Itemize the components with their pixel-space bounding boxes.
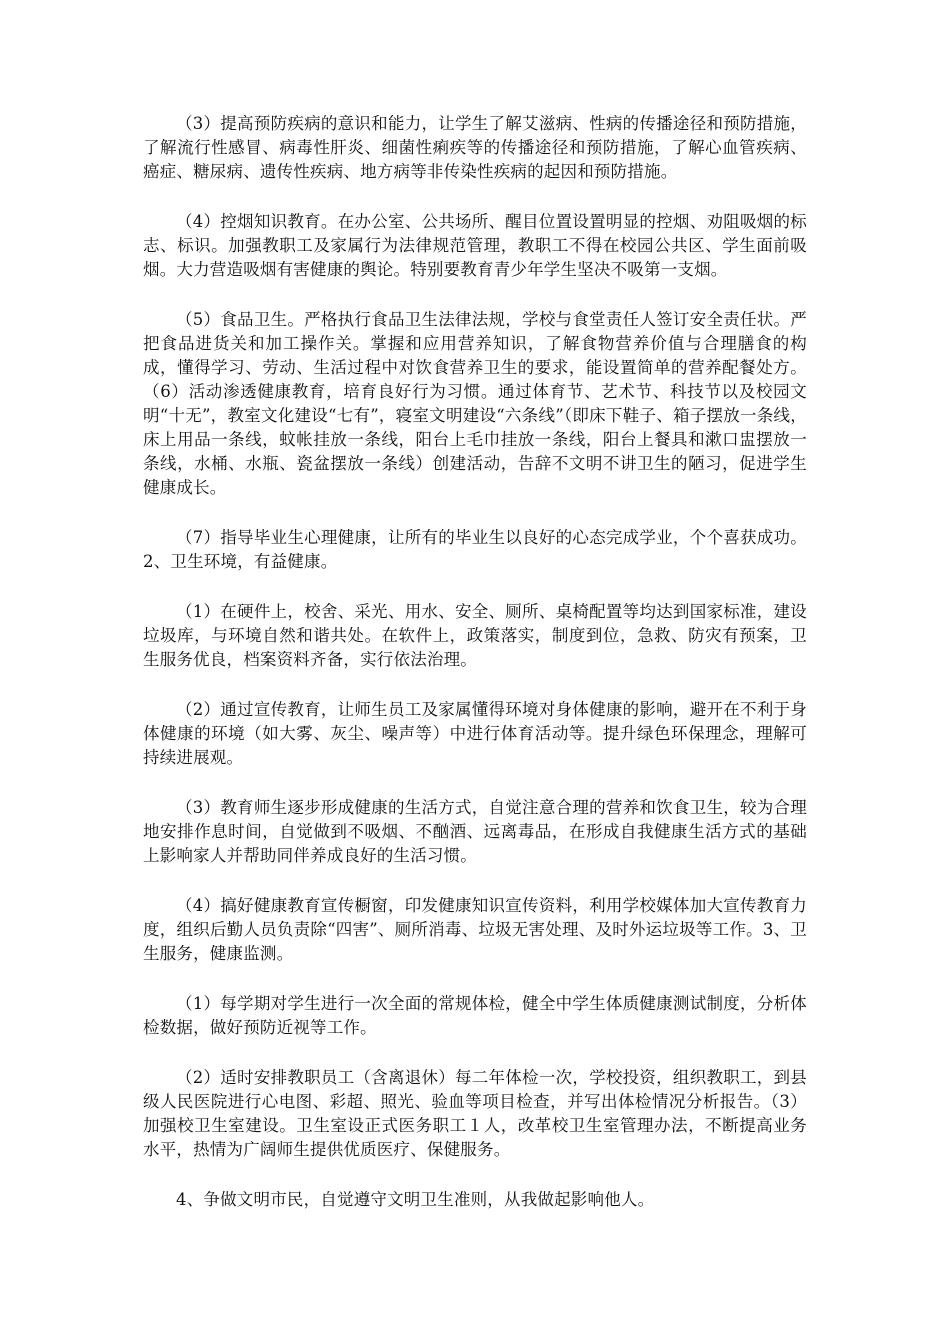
paragraph-4: （7）指导毕业生心理健康，让所有的毕业生以良好的心态完成学业，个个喜获成功。2、卫生环境，有益健康。 [143,528,807,571]
paragraph-5: （1）在硬件上，校舍、采光、用水、安全、厕所、桌椅配置等均达到国家标准，建设垃圾库，与环境自然和谐共处。在软件上，政策落实，制度到位，急救、防灾有预案，卫生服务优良，档案资料齐备，实行依法治理。 [143,602,807,669]
document-page [143,112,807,1238]
paragraph-9: （1）每学期对学生进行一次全面的常规体检，健全中学生体质健康测试制度，分析体检数据，做好预防近视等工作。 [143,994,807,1037]
paragraph-7: （3）教育师生逐步形成健康的生活方式，自觉注意合理的营养和饮食卫生，较为合理地安排作息时间，自觉做到不吸烟、不酗酒、远离毒品，在形成自我健康生活方式的基础上影响家人并帮助同伴养成良好的生活习惯。 [143,798,807,865]
paragraph-2: （4）控烟知识教育。在办公室、公共场所、醒目位置设置明显的控烟、劝阻吸烟的标志、标识。加强教职工及家属行为法律规范管理，教职工不得在校园公共区、学生面前吸烟。大力营造吸烟有害健康的舆论。特别要教育青少年学生坚决不吸第一支烟。 [143,212,807,279]
paragraph-6: （2）通过宣传教育，让师生员工及家属懂得环境对身体健康的影响，避开在不利于身体健康的环境（如大雾、灰尘、噪声等）中进行体育活动等。提升绿色环保理念，理解可持续进展观。 [143,700,807,767]
paragraph-1: （3）提高预防疾病的意识和能力，让学生了解艾滋病、性病的传播途径和预防措施，了解流行性感冒、病毒性肝炎、细菌性痢疾等的传播途径和预防措施，了解心血管疾病、癌症、糖尿病、遗传性疾病、地方病等非传染性疾病的起因和预防措施。 [143,114,807,181]
paragraph-11: 4、争做文明市民，自觉遵守文明卫生准则，从我做起影响他人。 [176,1190,655,1209]
paragraph-8: （4）搞好健康教育宣传橱窗，印发健康知识宣传资料，利用学校媒体加大宣传教育力度，组织后勤人员负责除“四害”、厕所消毒、垃圾无害处理、及时外运垃圾等工作。3、卫生服务，健康监测。 [143,896,807,963]
paragraph-10: （2）适时安排教职员工（含离退休）每二年体检一次，学校投资，组织教职工，到县级人民医院进行心电图、彩超、照光、验血等项目检查，并写出体检情况分析报告。（3）加强校卫生室建设。卫生室设正式医务职工１人，改革校卫生室管理办法，不断提高业务水平，热情为广阔师生提供优质医疗、保健服务。 [143,1068,807,1159]
paragraph-3: （5）食品卫生。严格执行食品卫生法律法规，学校与食堂责任人签订安全责任状。严把食品进货关和加工操作关。掌握和应用营养知识，了解食物营养价值与合理膳食的构成，懂得学习、劳动、生活过程中对饮食营养卫生的要求，能设置简单的营养配餐处方。（6）活动渗透健康教育，培育良好行为习惯。通过体育节、艺术节、科技节以及校园文明“十无”，教室文化建设“七有”，寝室文明建设“六条线”（即床下鞋子、箱子摆放一条线，床上用品一条线，蚊帐挂放一条线，阳台上毛巾挂放一条线，阳台上餐具和漱口盅摆放一条线，水桶、水瓶、瓷盆摆放一条线）创建活动，告辞不文明不讲卫生的陋习，促进学生健康成长。 [143,310,807,497]
